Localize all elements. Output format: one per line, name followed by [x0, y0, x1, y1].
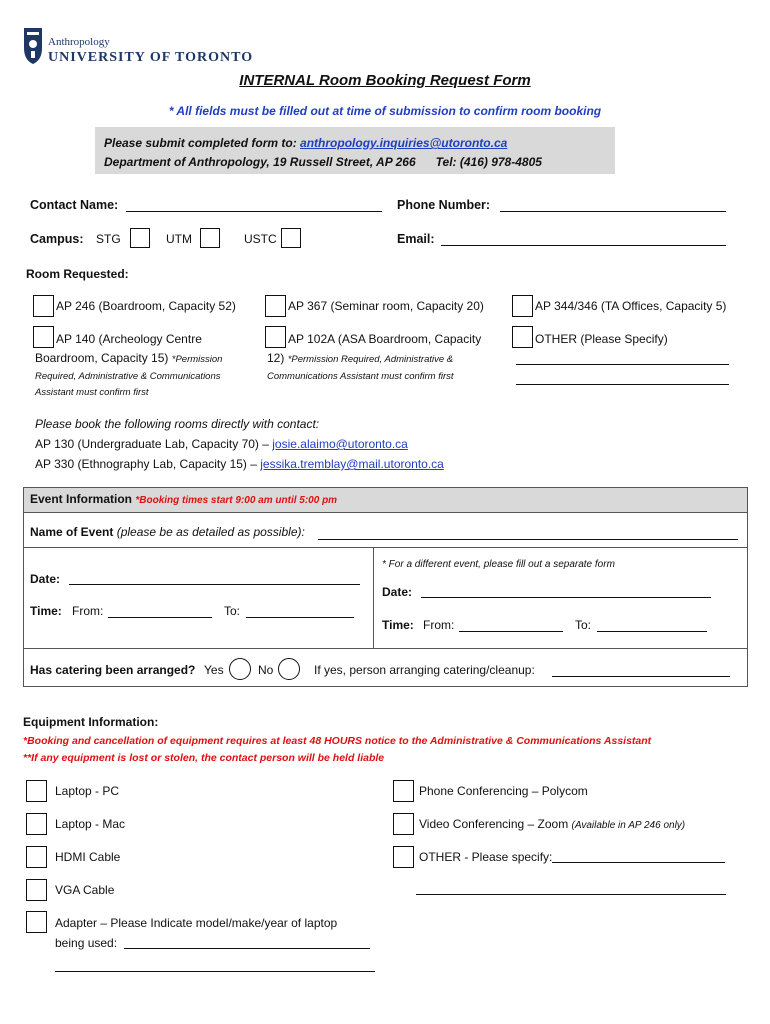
phone-conf-label: Phone Conferencing – Polycom	[419, 784, 588, 798]
phone-field[interactable]	[500, 211, 726, 212]
university-crest-icon	[22, 24, 44, 66]
room-ap367-label: AP 367 (Seminar room, Capacity 20)	[288, 299, 484, 313]
logo-dept: Anthropology	[48, 36, 110, 48]
room-ap140-checkbox[interactable]	[33, 326, 54, 348]
vga-checkbox[interactable]	[26, 879, 47, 901]
logo-university: UNIVERSITY OF TORONTO	[48, 50, 254, 65]
catering-yes-radio[interactable]	[229, 658, 251, 680]
event-divider-1	[24, 547, 747, 548]
catering-question: Has catering been arranged?	[30, 663, 196, 677]
campus-ustc-label: USTC	[244, 232, 277, 246]
time2-label: Time:	[382, 618, 414, 632]
time-line	[30, 604, 62, 618]
date2-field[interactable]	[421, 597, 711, 598]
room-other-checkbox[interactable]	[512, 326, 533, 348]
phone-label: Phone Number:	[397, 198, 491, 212]
ap330-email-link[interactable]: jessika.tremblay@mail.utoronto.ca	[260, 457, 444, 471]
laptop-pc-checkbox[interactable]	[26, 780, 47, 802]
event-divider-2	[24, 648, 747, 649]
submit-prefix: Please submit completed form to:	[104, 136, 301, 150]
room-ap102-note-a: *Permission Required, Administrative &	[287, 354, 454, 365]
submit-line	[104, 136, 507, 150]
room-ap102-label-a: AP 102A (ASA Boardroom, Capacity	[288, 332, 482, 346]
event-name-hint: (please be as detailed as possible):	[116, 525, 305, 539]
email-label: Email:	[397, 232, 435, 246]
direct-ap130	[35, 437, 408, 451]
address-line	[104, 155, 542, 169]
room-ap140-label-b	[35, 351, 222, 365]
equipment-other-label: OTHER - Please specify:	[419, 850, 553, 864]
event-name-line	[30, 525, 305, 539]
catering-no-label: No	[258, 663, 274, 677]
campus-label: Campus:	[30, 232, 84, 246]
campus-utm-label: UTM	[166, 232, 192, 246]
rooms-heading: Room Requested:	[26, 267, 129, 281]
campus-ustc-checkbox[interactable]	[281, 228, 301, 248]
time2-from-field[interactable]	[459, 631, 563, 632]
laptop-pc-label: Laptop - PC	[55, 784, 120, 798]
room-ap246-label: AP 246 (Boardroom, Capacity 52)	[56, 299, 236, 313]
campus-stg-label: STG	[96, 232, 121, 246]
adapter-label-a: Adapter – Please Indicate model/make/year of laptop	[55, 916, 338, 930]
room-ap140-note-b: Required, Administrative & Communications	[35, 371, 221, 382]
video-conf-line	[419, 817, 685, 831]
room-ap102-label-b	[267, 351, 453, 365]
room-ap102-note-b: Communications Assistant must confirm first	[267, 371, 454, 382]
adapter-field-1[interactable]	[124, 948, 370, 949]
room-ap140-note-c: Assistant must confirm first	[35, 387, 149, 398]
campus-stg-checkbox[interactable]	[130, 228, 150, 248]
event-name-field[interactable]	[318, 539, 738, 540]
time2-to-field[interactable]	[597, 631, 707, 632]
event-name-label: Name of Event	[30, 525, 114, 539]
video-conf-checkbox[interactable]	[393, 813, 414, 835]
equipment-other-field-2[interactable]	[416, 894, 726, 895]
email-field[interactable]	[441, 245, 726, 246]
required-notice: * All fields must be filled out at time of submission to confirm room booking	[168, 104, 602, 118]
room-other-field-1[interactable]	[516, 364, 729, 365]
time-from-field[interactable]	[108, 617, 212, 618]
hdmi-checkbox[interactable]	[26, 846, 47, 868]
room-ap246-checkbox[interactable]	[33, 295, 54, 317]
catering-no-radio[interactable]	[278, 658, 300, 680]
date2-label: Date:	[382, 585, 413, 599]
room-other-field-2[interactable]	[516, 384, 729, 385]
time2-from-label: From:	[423, 618, 455, 632]
equipment-other-field-1[interactable]	[552, 862, 725, 863]
event-heading: Event Information	[30, 492, 133, 506]
room-ap344-checkbox[interactable]	[512, 295, 533, 317]
catering-person-field[interactable]	[552, 676, 730, 677]
adapter-checkbox[interactable]	[26, 911, 47, 933]
direct-intro: Please book the following rooms directly with contact:	[35, 417, 320, 431]
date-label: Date:	[30, 572, 61, 586]
equipment-other-checkbox[interactable]	[393, 846, 414, 868]
event-col-divider	[373, 548, 374, 648]
event-heading-line	[30, 492, 337, 506]
video-conf-note: (Available in AP 246 only)	[571, 820, 686, 831]
event-times-note: *Booking times start 9:00 am until 5:00 pm	[135, 495, 338, 506]
room-ap367-checkbox[interactable]	[265, 295, 286, 317]
time-to-label: To:	[224, 604, 241, 618]
adapter-field-2[interactable]	[55, 971, 375, 972]
time2-to-label: To:	[575, 618, 592, 632]
time-to-field[interactable]	[246, 617, 354, 618]
ap130-email-link[interactable]: josie.alaimo@utoronto.ca	[272, 437, 408, 451]
address: Department of Anthropology, 19 Russell Street, AP 266	[104, 155, 416, 169]
form-title: INTERNAL Room Booking Request Form	[239, 72, 531, 89]
campus-utm-checkbox[interactable]	[200, 228, 220, 248]
time-label: Time:	[30, 604, 62, 618]
date-field[interactable]	[69, 584, 360, 585]
room-ap102-checkbox[interactable]	[265, 326, 286, 348]
different-event-note: * For a different event, please fill out a separate form	[382, 559, 615, 570]
equipment-warning-1: *Booking and cancellation of equipment requires at least 48 HOURS notice to the Administrative & Communications Assistant	[23, 735, 652, 747]
laptop-mac-checkbox[interactable]	[26, 813, 47, 835]
telephone: Tel: (416) 978-4805	[435, 155, 542, 169]
direct-ap330	[35, 457, 444, 471]
vga-label: VGA Cable	[55, 883, 115, 897]
equipment-heading: Equipment Information:	[23, 715, 159, 729]
video-conf-label: Video Conferencing – Zoom	[419, 817, 569, 831]
room-ap140-note-a: *Permission	[171, 354, 223, 365]
room-ap102-capacity: 12)	[267, 351, 285, 365]
direct-ap330-label: AP 330 (Ethnography Lab, Capacity 15) –	[35, 457, 261, 471]
contact-name-label: Contact Name:	[30, 198, 119, 212]
laptop-mac-label: Laptop - Mac	[55, 817, 126, 831]
room-ap140-capacity: Boardroom, Capacity 15)	[35, 351, 169, 365]
catering-yes-label: Yes	[204, 663, 224, 677]
catering-person-label: If yes, person arranging catering/cleanup:	[314, 663, 535, 677]
hdmi-label: HDMI Cable	[55, 850, 121, 864]
room-ap140-label-a: AP 140 (Archeology Centre	[56, 332, 202, 346]
contact-name-field[interactable]	[126, 211, 382, 212]
time-from-label: From:	[72, 604, 104, 618]
adapter-label-b: being used:	[55, 936, 118, 950]
phone-conf-checkbox[interactable]	[393, 780, 414, 802]
submit-email-link[interactable]: anthropology.inquiries@utoronto.ca	[300, 136, 508, 150]
room-ap344-label: AP 344/346 (TA Offices, Capacity 5)	[535, 299, 727, 313]
equipment-warning-2: **If any equipment is lost or stolen, the contact person will be held liable	[23, 752, 385, 764]
room-other-label: OTHER (Please Specify)	[535, 332, 668, 346]
direct-ap130-label: AP 130 (Undergraduate Lab, Capacity 70) –	[35, 437, 273, 451]
